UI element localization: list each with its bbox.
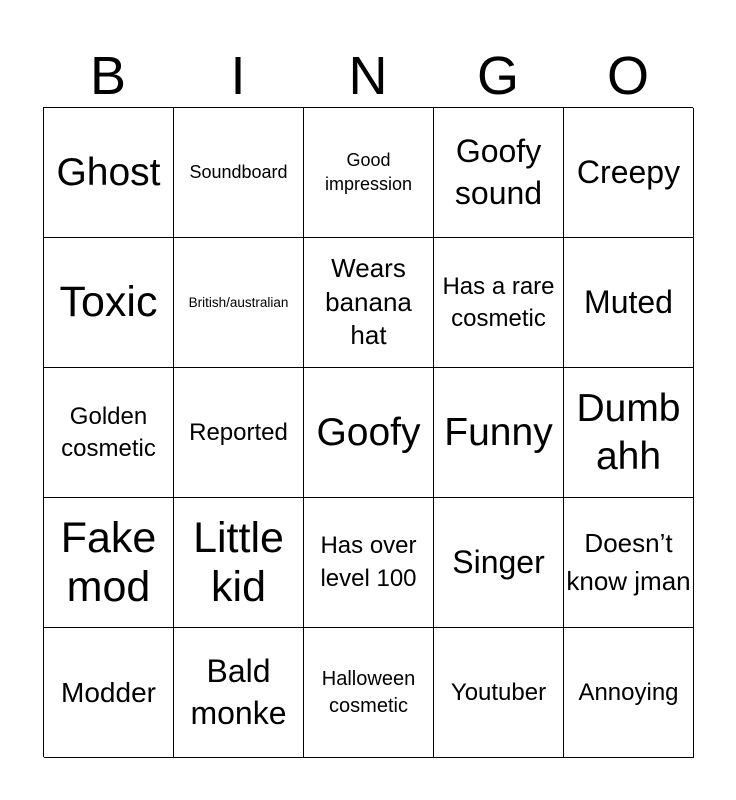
bingo-cell-label: Wears banana hat <box>325 252 412 351</box>
bingo-cell-r3-c3[interactable] <box>304 368 434 498</box>
bingo-cell-label: Singer <box>452 544 545 581</box>
bingo-cell-r1-c3[interactable] <box>304 108 434 238</box>
bingo-cell-label: Has a rare cosmetic <box>442 273 555 332</box>
bingo-cell-r4-c5[interactable] <box>564 498 694 628</box>
bingo-cell-label: British/australian <box>188 294 289 310</box>
bingo-cell-label: Annoying <box>578 678 679 706</box>
bingo-cell-r5-c2[interactable] <box>174 628 304 758</box>
bingo-cell-r1-c1[interactable] <box>44 108 174 238</box>
bingo-grid <box>43 107 693 757</box>
bingo-cell-label: Goofy sound <box>454 132 543 211</box>
bingo-cell-r4-c4[interactable] <box>434 498 564 628</box>
bingo-cell-label: Doesn’t know jman <box>566 527 691 596</box>
bingo-cell-r1-c2[interactable] <box>174 108 304 238</box>
bingo-cell-label: Toxic <box>59 278 158 327</box>
header-letter-i: I <box>230 46 246 106</box>
bingo-cell-label: Fake mod <box>60 514 157 611</box>
header-letter-g: G <box>476 46 519 106</box>
bingo-cell-r2-c5[interactable] <box>564 238 694 368</box>
bingo-cell-label: Reported <box>189 418 288 446</box>
header-letter-b: B <box>89 46 127 106</box>
bingo-cell-label: Funny <box>444 410 553 454</box>
bingo-cell-r4-c1[interactable] <box>44 498 174 628</box>
bingo-cell-r5-c3[interactable] <box>304 628 434 758</box>
bingo-cell-r3-c2[interactable] <box>174 368 304 498</box>
bingo-cell-r2-c4[interactable] <box>434 238 564 368</box>
bingo-cell-label: Halloween cosmetic <box>321 667 416 717</box>
bingo-cell-r2-c2[interactable] <box>174 238 304 368</box>
bingo-cell-r5-c5[interactable] <box>564 628 694 758</box>
bingo-cell-r5-c4[interactable] <box>434 628 564 758</box>
bingo-cell-label: Muted <box>584 284 673 321</box>
bingo-cell-label: Modder <box>61 677 156 708</box>
header-letter-o: O <box>606 46 649 106</box>
bingo-cell-label: Bald monke <box>190 652 287 731</box>
bingo-cell-label: Has over level 100 <box>320 532 417 592</box>
bingo-cell-r1-c5[interactable] <box>564 108 694 238</box>
bingo-cell-label: Little kid <box>193 514 284 611</box>
bingo-cell-r3-c1[interactable] <box>44 368 174 498</box>
header-letter-n: N <box>348 46 388 106</box>
bingo-header <box>43 45 693 107</box>
bingo-cell-label: Soundboard <box>189 162 288 183</box>
bingo-cell-label: Youtuber <box>450 678 547 706</box>
bingo-cell-label: Golden cosmetic <box>61 403 156 462</box>
bingo-cell-r4-c3[interactable] <box>304 498 434 628</box>
bingo-cell-r5-c1[interactable] <box>44 628 174 758</box>
bingo-cell-r1-c4[interactable] <box>434 108 564 238</box>
bingo-cell-r3-c5[interactable] <box>564 368 694 498</box>
bingo-cell-label: Ghost <box>56 150 161 194</box>
bingo-cell-label: Good impression <box>324 150 413 194</box>
bingo-cell-r4-c2[interactable] <box>174 498 304 628</box>
bingo-cell-label: Dumb ahh <box>576 386 681 478</box>
bingo-cell-r2-c1[interactable] <box>44 238 174 368</box>
bingo-cell-label: Goofy <box>316 410 421 454</box>
bingo-cell-label: Creepy <box>576 154 681 191</box>
bingo-cell-r3-c4[interactable] <box>434 368 564 498</box>
bingo-cell-r2-c3[interactable] <box>304 238 434 368</box>
